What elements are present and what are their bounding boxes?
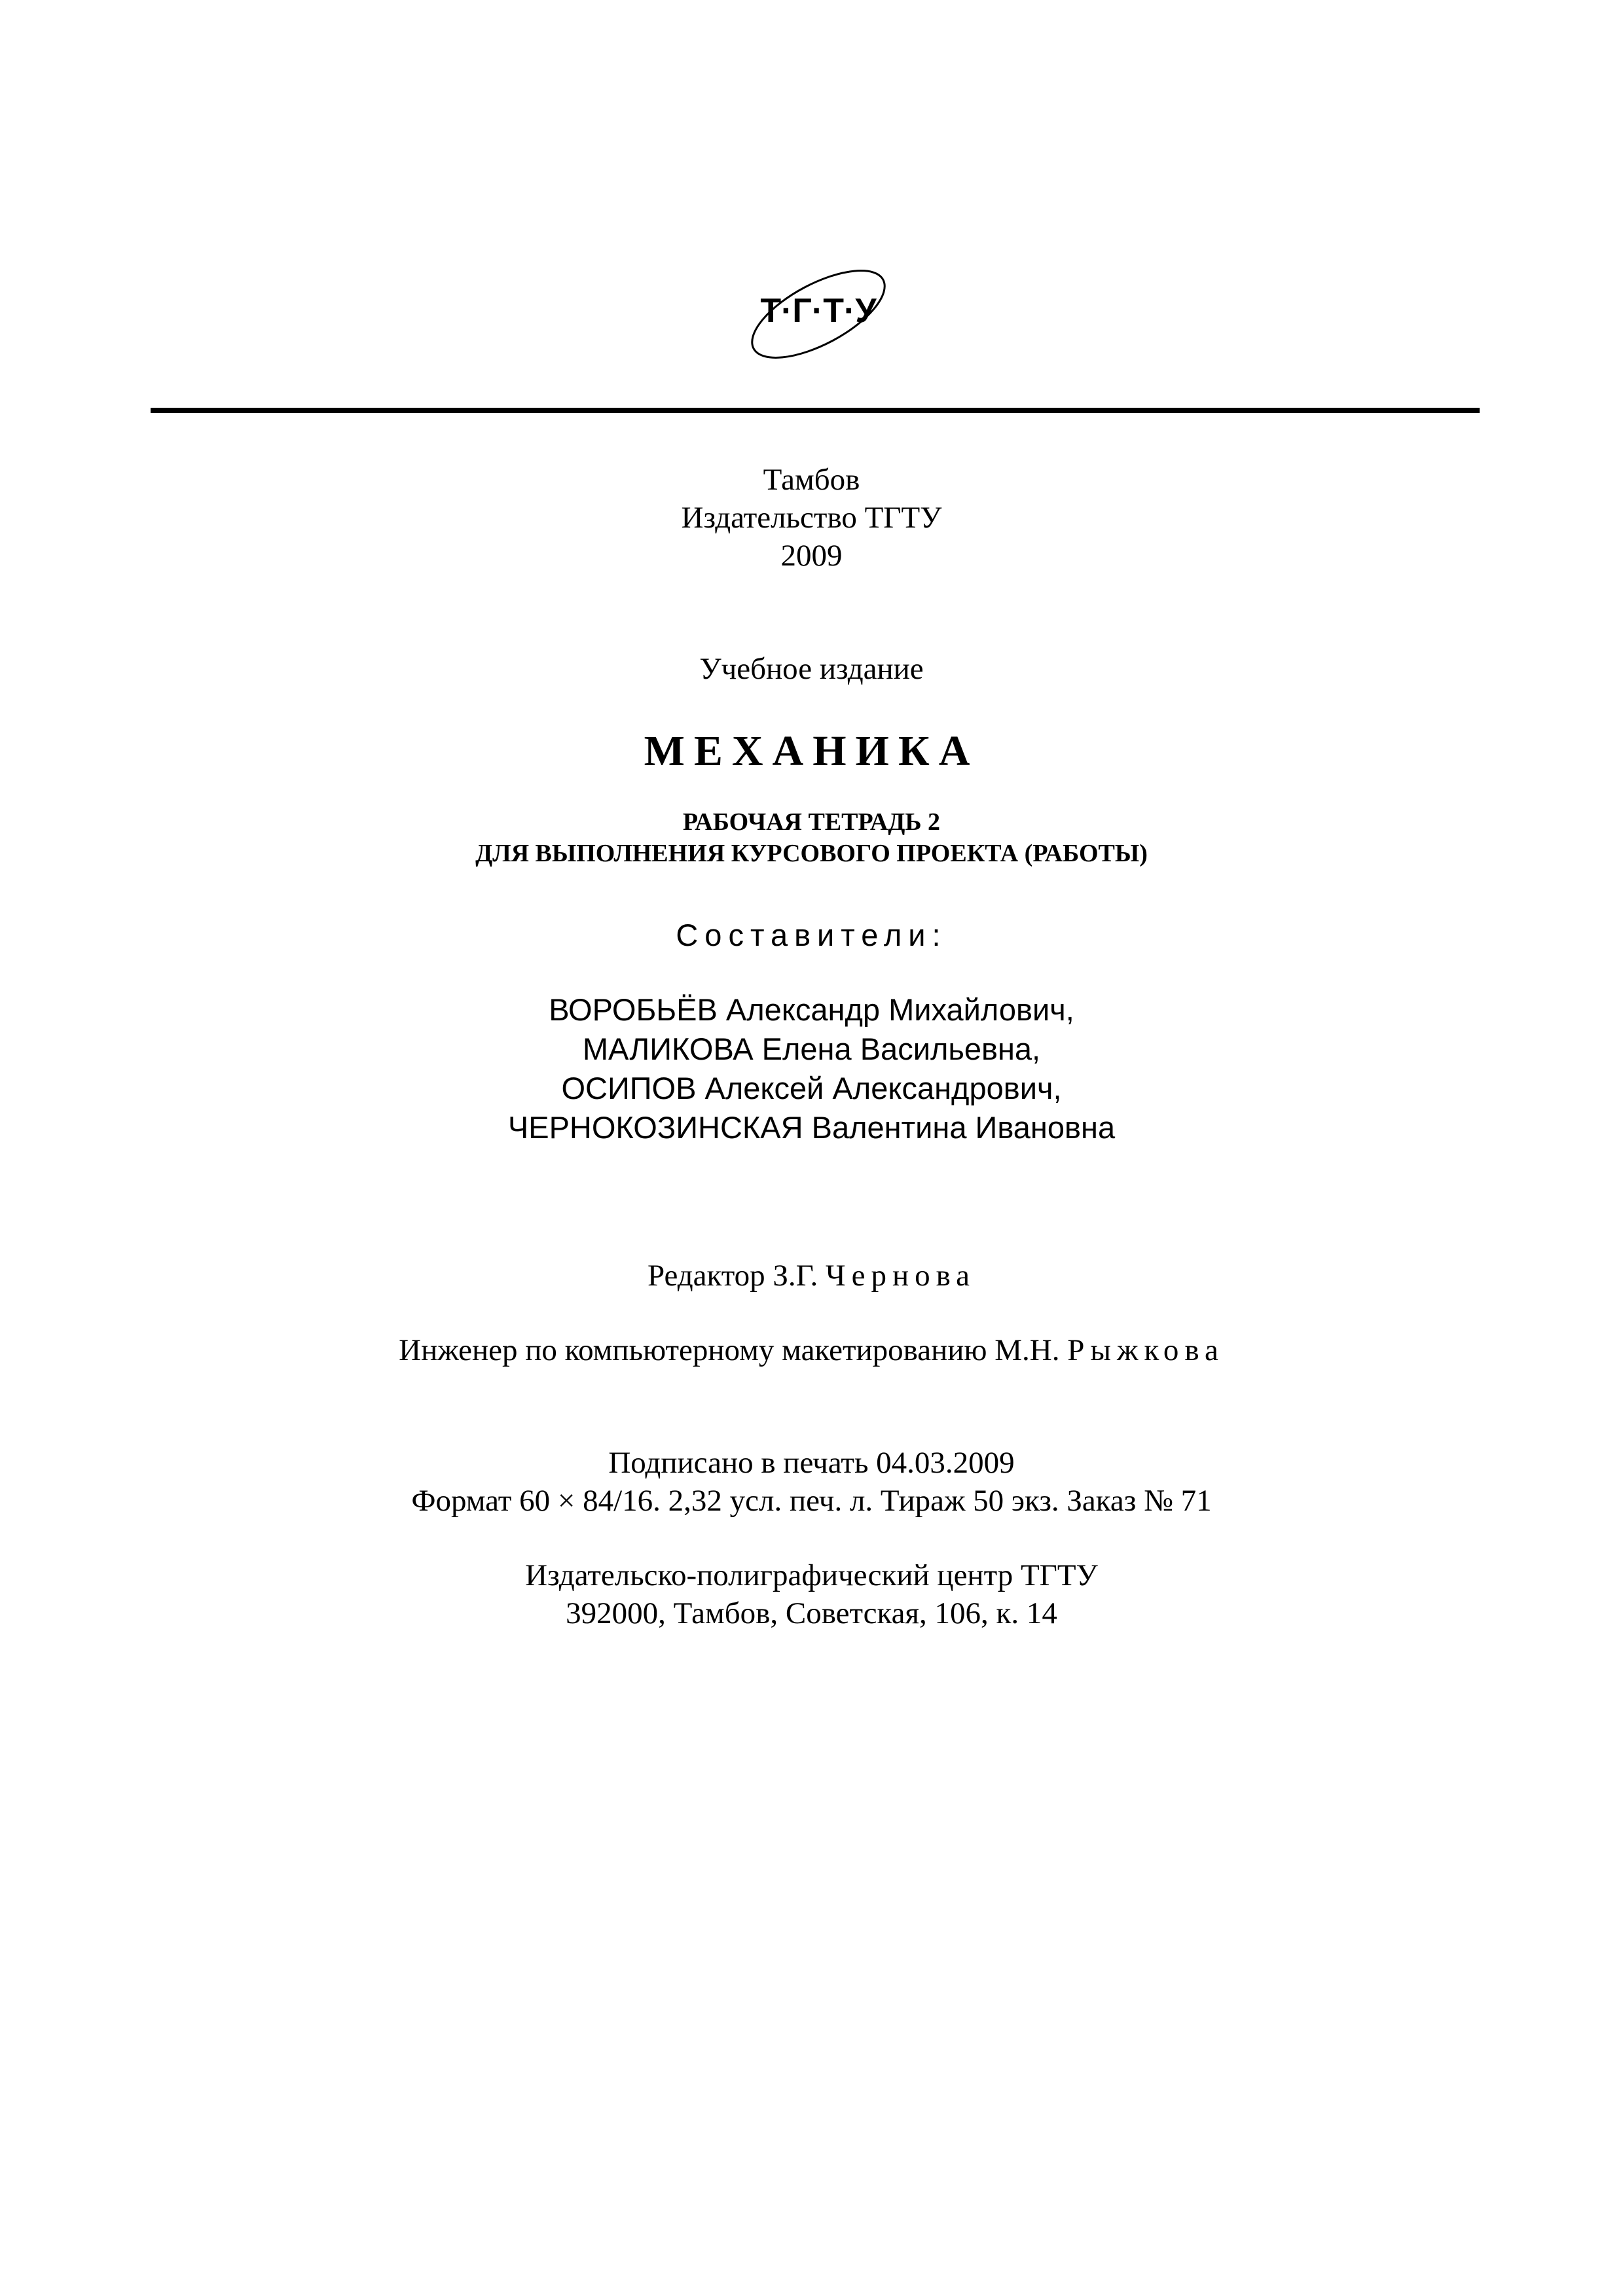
edition-type: Учебное издание [699,652,924,686]
editor-surname: Чернова [826,1259,976,1293]
print-format: Формат 60 × 84/16. 2,32 усл. печ. л. Тираж 50 экз. Заказ № 71 [411,1484,1212,1518]
engineer-label: Инженер по компьютерному макетированию М.Н. [399,1333,1060,1367]
imprint-publisher: Издательство ТГТУ [681,501,942,535]
logo-text: Т·Г·Т·У [760,292,877,330]
tgtu-logo [720,249,917,380]
horizontal-rule [151,408,1480,413]
tgtu-logo-icon [720,249,917,380]
document-title: МЕХАНИКА [644,727,979,775]
engineer-line [0,1331,1623,1369]
editor-line [0,1257,1623,1295]
print-signed: Подписано в печать 04.03.2009 [608,1446,1015,1480]
publishing-center-name: Издательско-полиграфический центр ТГТУ [525,1558,1098,1592]
imprint-year: 2009 [780,539,843,573]
author-4: ЧЕРНОКОЗИНСКАЯ Валентина Ивановна [507,1110,1116,1145]
imprint-city: Тамбов [763,463,860,497]
engineer-surname: Рыжкова [1067,1333,1224,1367]
editor-label: Редактор З.Г. [647,1259,818,1293]
subtitle-line-2: ДЛЯ ВЫПОЛНЕНИЯ КУРСОВОГО ПРОЕКТА (РАБОТЫ) [475,840,1148,867]
subtitle-line-1: РАБОЧАЯ ТЕТРАДЬ 2 [682,808,941,836]
compilers-label: Составители: [676,918,947,952]
author-3: ОСИПОВ Алексей Александрович, [561,1071,1062,1105]
author-2: МАЛИКОВА Елена Васильевна, [582,1031,1041,1066]
author-1: ВОРОБЬЁВ Александр Михайлович, [549,992,1074,1027]
publishing-center-address: 392000, Тамбов, Советская, 106, к. 14 [566,1596,1057,1630]
